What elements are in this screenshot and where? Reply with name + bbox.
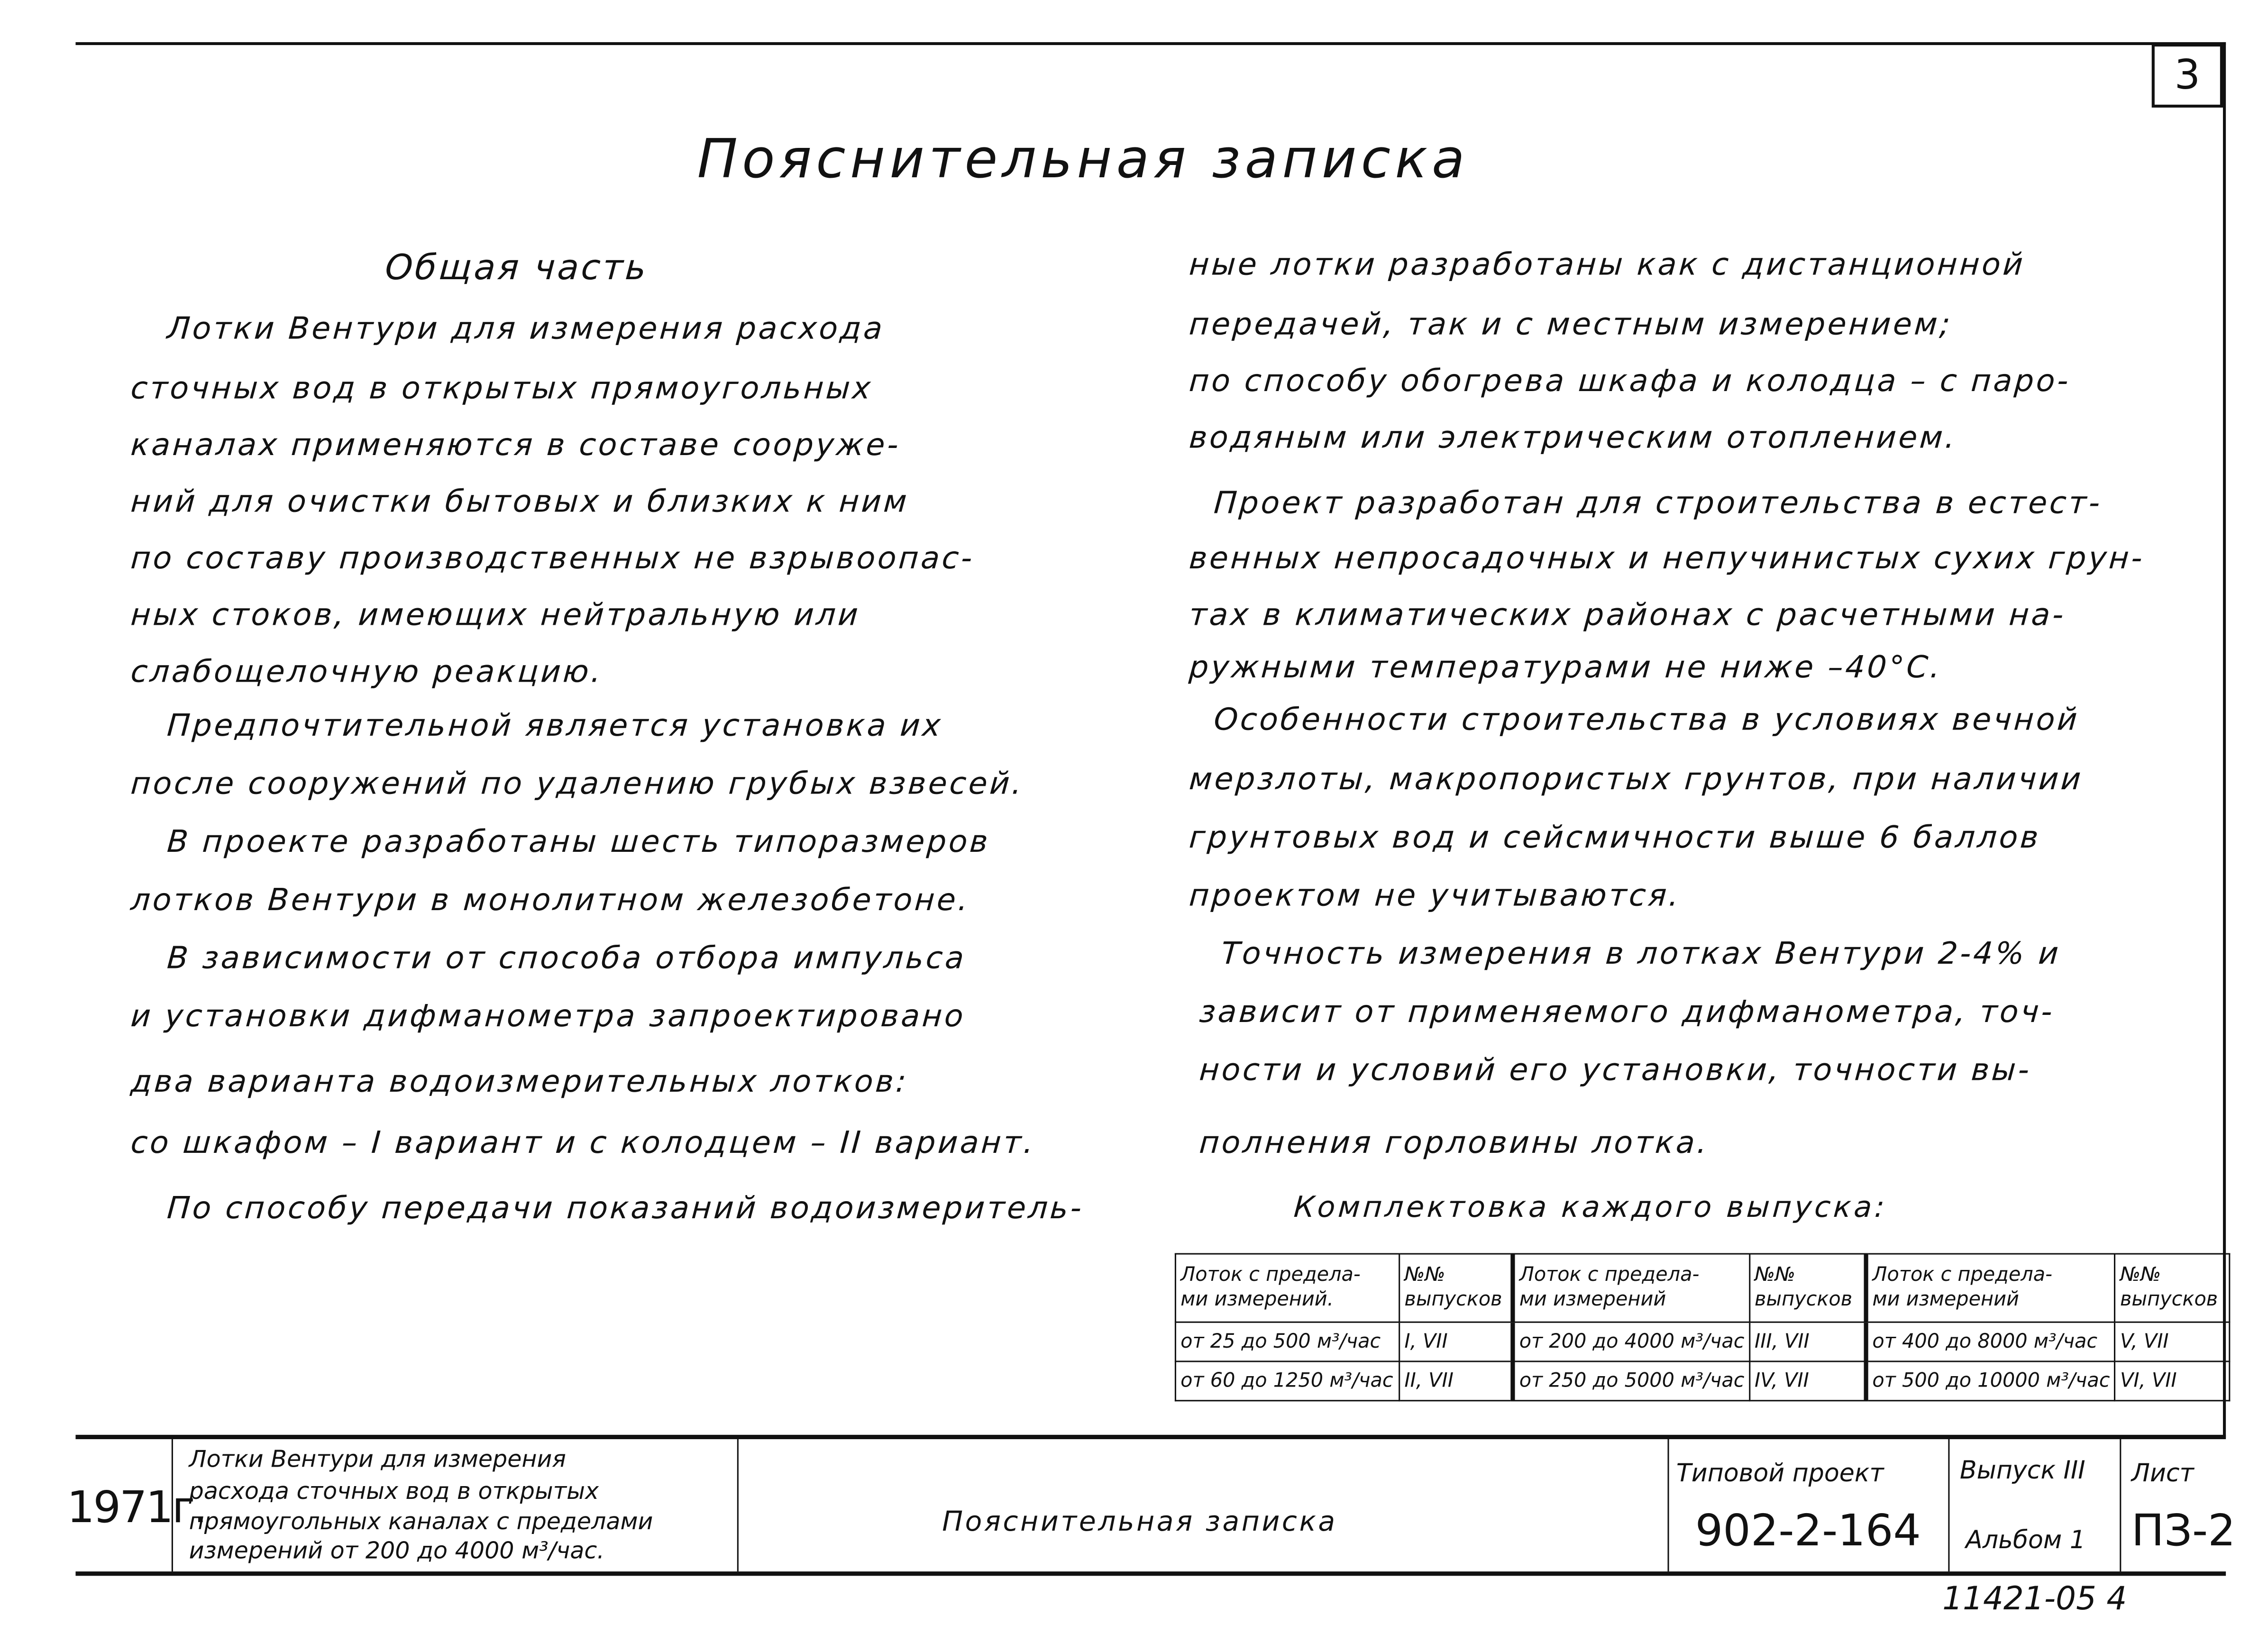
project-number: 902-2-164 <box>1695 1506 1921 1557</box>
text-line: по способу обогрева шкафа и колодца – с паро- <box>1188 363 2072 399</box>
text-line: ности и условий его установки, точности вы- <box>1198 1052 2033 1087</box>
divider <box>737 1439 739 1571</box>
page-number: 3 <box>2152 44 2223 108</box>
table-header-cell: №№ выпусков <box>1749 1254 1866 1322</box>
table-cell: от 25 до 500 м³/час <box>1175 1322 1399 1361</box>
text-line: По способу передачи показаний водоизмеритель- <box>166 1190 1085 1226</box>
frame-right-line <box>2223 42 2226 1438</box>
table-heading: Комплектовка каждого выпуска: <box>1292 1189 1889 1224</box>
text-line: В проекте разработаны шесть типоразмеров <box>166 824 991 859</box>
text-line: Проект разработан для строительства в естест- <box>1213 485 2103 520</box>
document-name: Пояснительная записка <box>942 1506 1337 1538</box>
table-cell: от 60 до 1250 м³/час <box>1175 1361 1399 1401</box>
text-line: ружными температурами не ниже –40°С. <box>1188 649 1944 685</box>
page-title: Пояснительная записка <box>697 128 1469 191</box>
text-line: зависит от применяемого дифманометра, точ- <box>1198 994 2056 1030</box>
text-line: со шкафом – I вариант и с колодцем – II вариант. <box>129 1125 1037 1160</box>
sheet-label: Лист <box>2131 1459 2194 1489</box>
title-block-top-line <box>75 1435 2226 1439</box>
description-line: прямоугольных каналах с пределами <box>189 1507 653 1535</box>
issue-label: Выпуск III <box>1959 1456 2085 1486</box>
table-row <box>1175 1361 2230 1401</box>
text-line: В зависимости от способа отбора импульса <box>166 940 968 976</box>
text-line: по составу производственных не взрывоопас- <box>129 540 976 576</box>
divider <box>1668 1439 1669 1571</box>
table-cell: VI, VII <box>2115 1361 2230 1401</box>
kit-table <box>1175 1253 2231 1401</box>
text-line: передачей, так и с местным измерением; <box>1188 307 1954 342</box>
sheet-number: ПЗ-2 <box>2131 1506 2236 1557</box>
table-row <box>1175 1322 2230 1361</box>
text-line: ных стоков, имеющих нейтральную или <box>129 597 862 633</box>
table-cell: II, VII <box>1399 1361 1513 1401</box>
table-header-cell: Лоток с предела- ми измерений <box>1513 1254 1749 1322</box>
text-line: сточных вод в открытых прямоугольных <box>129 371 874 406</box>
text-line: Особенности строительства в условиях вечной <box>1213 702 2081 737</box>
table-header-cell: Лоток с предела- ми измерений. <box>1175 1254 1399 1322</box>
description-line: измерений от 200 до 4000 м³/час. <box>189 1536 604 1564</box>
inventory-number: 11421-05 4 <box>1942 1581 2127 1618</box>
divider <box>2120 1439 2121 1571</box>
description-line: расхода сточных вод в открытых <box>189 1477 599 1505</box>
table-cell: от 400 до 8000 м³/час <box>1866 1322 2115 1361</box>
text-line: Лотки Вентури для измерения расхода <box>166 311 886 346</box>
text-line: ний для очистки бытовых и близких к ним <box>129 484 911 519</box>
title-block-bottom-line <box>75 1571 2226 1576</box>
text-line: проектом не учитываются. <box>1188 878 1683 913</box>
table-header-cell: №№ выпусков <box>2115 1254 2230 1322</box>
table-cell: от 200 до 4000 м³/час <box>1513 1322 1749 1361</box>
table-cell: от 250 до 5000 м³/час <box>1513 1361 1749 1401</box>
table-cell: III, VII <box>1749 1322 1866 1361</box>
table-cell: I, VII <box>1399 1322 1513 1361</box>
text-line: полнения горловины лотка. <box>1198 1125 1710 1160</box>
text-line: Предпочтительной является установка их <box>166 708 944 743</box>
table-cell: V, VII <box>2115 1322 2230 1361</box>
section-heading: Общая часть <box>384 247 650 288</box>
table-header-cell: №№ выпусков <box>1399 1254 1513 1322</box>
divider <box>1948 1439 1949 1571</box>
text-line: ные лотки разработаны как с дистанционной <box>1188 247 2027 282</box>
text-line: Точность измерения в лотках Вентури 2-4% и <box>1220 936 2062 971</box>
text-line: венных непросадочных и непучинистых сухих грун- <box>1188 540 2146 576</box>
table-cell: IV, VII <box>1749 1361 1866 1401</box>
description-line: Лотки Вентури для измерения <box>189 1445 566 1473</box>
text-line: грунтовых вод и сейсмичности выше 6 баллов <box>1188 820 2042 855</box>
table-header-cell: Лоток с предела- ми измерений <box>1866 1254 2115 1322</box>
project-label: Типовой проект <box>1676 1459 1884 1489</box>
album-label: Альбом 1 <box>1966 1526 2086 1556</box>
text-line: тах в климатических районах с расчетными на- <box>1188 597 2067 633</box>
text-line: мерзлоты, макропористых грунтов, при наличии <box>1188 761 2085 797</box>
frame-top-line <box>75 42 2226 45</box>
text-line: водяным или электрическим отоплением. <box>1188 420 1958 455</box>
text-line: после сооружений по удалению грубых взвесей. <box>129 766 1025 801</box>
text-line: лотков Вентури в монолитном железобетоне. <box>129 882 971 918</box>
table-cell: от 500 до 10000 м³/час <box>1866 1361 2115 1401</box>
text-line: два варианта водоизмерительных лотков: <box>129 1064 910 1099</box>
year: 1971г. <box>67 1483 206 1534</box>
text-line: слабощелочную реакцию. <box>129 654 604 689</box>
text-line: каналах применяются в составе сооруже- <box>129 427 902 463</box>
text-line: и установки дифманометра запроектировано <box>129 998 967 1034</box>
